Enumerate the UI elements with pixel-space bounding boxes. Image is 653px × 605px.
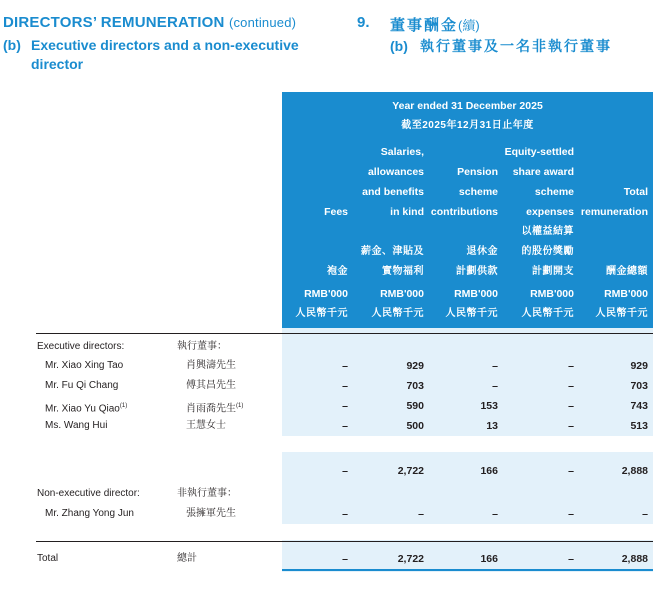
- table-cell: –: [342, 508, 348, 520]
- column-header-en: allowances: [367, 166, 424, 178]
- column-header-en: scheme: [534, 186, 574, 198]
- column-header-en: Equity-settled: [504, 146, 574, 158]
- subsection-line2: director: [31, 56, 84, 72]
- total-label-en: Total: [37, 553, 59, 564]
- bottom-rule: [282, 569, 653, 571]
- column-header-en: and benefits: [362, 186, 424, 198]
- column-unit-zh: 人民幣千元: [371, 308, 424, 319]
- column-header-zh: 實物福利: [382, 266, 424, 277]
- table-cell: 590: [406, 400, 424, 412]
- table-cell: 2,888: [621, 465, 648, 477]
- header-rule: [36, 333, 653, 334]
- table-cell: –: [568, 360, 574, 372]
- column-header-zh: 以權益結算: [521, 226, 574, 237]
- table-cell: 703: [406, 380, 424, 392]
- director-name-zh: 王慧女士: [186, 420, 226, 431]
- column-header-en: scheme: [458, 186, 498, 198]
- table-cell: –: [568, 420, 574, 432]
- subsection-zh-text: 執行董事及一名非執行董事: [420, 38, 612, 54]
- footnote-marker: (1): [236, 403, 244, 409]
- table-cell: 703: [630, 380, 648, 392]
- table-cell: –: [492, 360, 498, 372]
- table-cell: –: [568, 380, 574, 392]
- exec-heading-zh: 執行董事：: [177, 341, 227, 352]
- column-header-en: expenses: [526, 206, 574, 218]
- column-unit-en: RMB'000: [454, 288, 498, 300]
- table-cell: 2,888: [621, 553, 648, 565]
- column-header-zh: 的股份獎勵: [521, 246, 574, 257]
- table-cell: 166: [480, 553, 498, 565]
- table-spacer: [282, 436, 653, 452]
- table-cell: –: [342, 420, 348, 432]
- table-cell: –: [418, 508, 424, 520]
- nonexec-heading-zh: 非執行董事：: [177, 488, 237, 499]
- subsection-title-zh: [390, 36, 612, 56]
- table-cell: –: [342, 400, 348, 412]
- title-text: DIRECTORS’ REMUNERATION: [3, 14, 225, 31]
- table-cell: –: [568, 553, 574, 565]
- column-unit-en: RMB'000: [304, 288, 348, 300]
- table-cell: –: [568, 400, 574, 412]
- director-name-en: Mr. Zhang Yong Jun: [45, 508, 134, 519]
- table-cell: 929: [406, 360, 424, 372]
- table-cell: –: [342, 465, 348, 477]
- section-title-en: [3, 14, 296, 31]
- column-unit-zh: 人民幣千元: [521, 308, 574, 319]
- period-en: Year ended 31 December 2025: [392, 100, 543, 112]
- table-cell: –: [492, 508, 498, 520]
- column-header-zh: 袍金: [327, 266, 348, 277]
- table-cell: –: [342, 553, 348, 565]
- table-cell: 513: [630, 420, 648, 432]
- table-cell: –: [342, 360, 348, 372]
- column-unit-en: RMB'000: [604, 288, 648, 300]
- column-header-en: share award: [512, 166, 574, 178]
- column-unit-en: RMB'000: [380, 288, 424, 300]
- table-cell: –: [568, 508, 574, 520]
- table-cell: –: [568, 465, 574, 477]
- column-header-en: Pension: [457, 166, 498, 178]
- director-name-en: Mr. Xiao Xing Tao: [45, 360, 124, 371]
- director-name-en: Mr. Xiao Yu Qiao$^{(1)}$: [45, 403, 128, 415]
- column-unit-zh: 人民幣千元: [445, 308, 498, 319]
- table-cell: –: [642, 508, 648, 520]
- column-header-zh: 薪金、津貼及: [361, 246, 424, 257]
- table-cell: 2,722: [397, 553, 424, 565]
- period-zh: 截至2025年12月31日止年度: [401, 120, 534, 131]
- director-name-en: Ms. Wang Hui: [45, 420, 108, 431]
- table-cell: –: [492, 380, 498, 392]
- total-label-zh: 總計: [177, 553, 197, 564]
- table-cell: 166: [480, 465, 498, 477]
- column-header-en: Salaries,: [380, 146, 424, 158]
- director-name-zh: 張擁軍先生: [186, 508, 236, 519]
- director-name-zh: 肖雨喬先生$^{(1)}$: [186, 403, 244, 415]
- footnote-marker: (1): [119, 403, 128, 409]
- section-title-zh: [390, 14, 480, 35]
- column-header-en: remuneration: [580, 206, 648, 218]
- table-spacer: [282, 524, 653, 540]
- continued-zh-text: (續): [458, 18, 480, 33]
- column-header-zh: 酬金總額: [606, 266, 648, 277]
- column-unit-en: RMB'000: [530, 288, 574, 300]
- director-name-en: Mr. Fu Qi Chang: [45, 380, 119, 391]
- table-cell: 500: [406, 420, 424, 432]
- subsection-title-en: [3, 36, 348, 74]
- section-number: 9.: [357, 14, 370, 31]
- column-header-zh: 退休金: [466, 246, 498, 257]
- column-unit-zh: 人民幣千元: [595, 308, 648, 319]
- column-header-en: Fees: [324, 206, 348, 218]
- column-header-en: contributions: [430, 206, 498, 218]
- table-cell: 929: [630, 360, 648, 372]
- table-cell: 743: [630, 400, 648, 412]
- subsection-line1: Executive directors and a non-executive: [31, 37, 299, 53]
- total-rule: [36, 541, 653, 542]
- subsection-zh-label: (b): [390, 38, 408, 54]
- table-cell: 13: [486, 420, 498, 432]
- nonexec-heading-en: Non-executive director:: [37, 488, 140, 499]
- column-header-en: Total: [623, 186, 648, 198]
- table-cell: 2,722: [397, 465, 424, 477]
- column-header-zh: 計劃供款: [456, 266, 498, 277]
- table-cell: –: [342, 380, 348, 392]
- exec-heading-en: Executive directors:: [37, 341, 125, 352]
- column-header-zh: 計劃開支: [532, 266, 574, 277]
- column-header-en: in kind: [390, 206, 424, 218]
- title-zh-text: 董事酬金: [390, 17, 459, 34]
- director-name-zh: 肖興濤先生: [186, 360, 236, 371]
- continued-text: (continued): [228, 15, 297, 30]
- column-unit-zh: 人民幣千元: [295, 308, 348, 319]
- subsection-label: (b): [3, 37, 21, 53]
- table-cell: 153: [480, 400, 498, 412]
- director-name-zh: 傅其昌先生: [186, 380, 236, 391]
